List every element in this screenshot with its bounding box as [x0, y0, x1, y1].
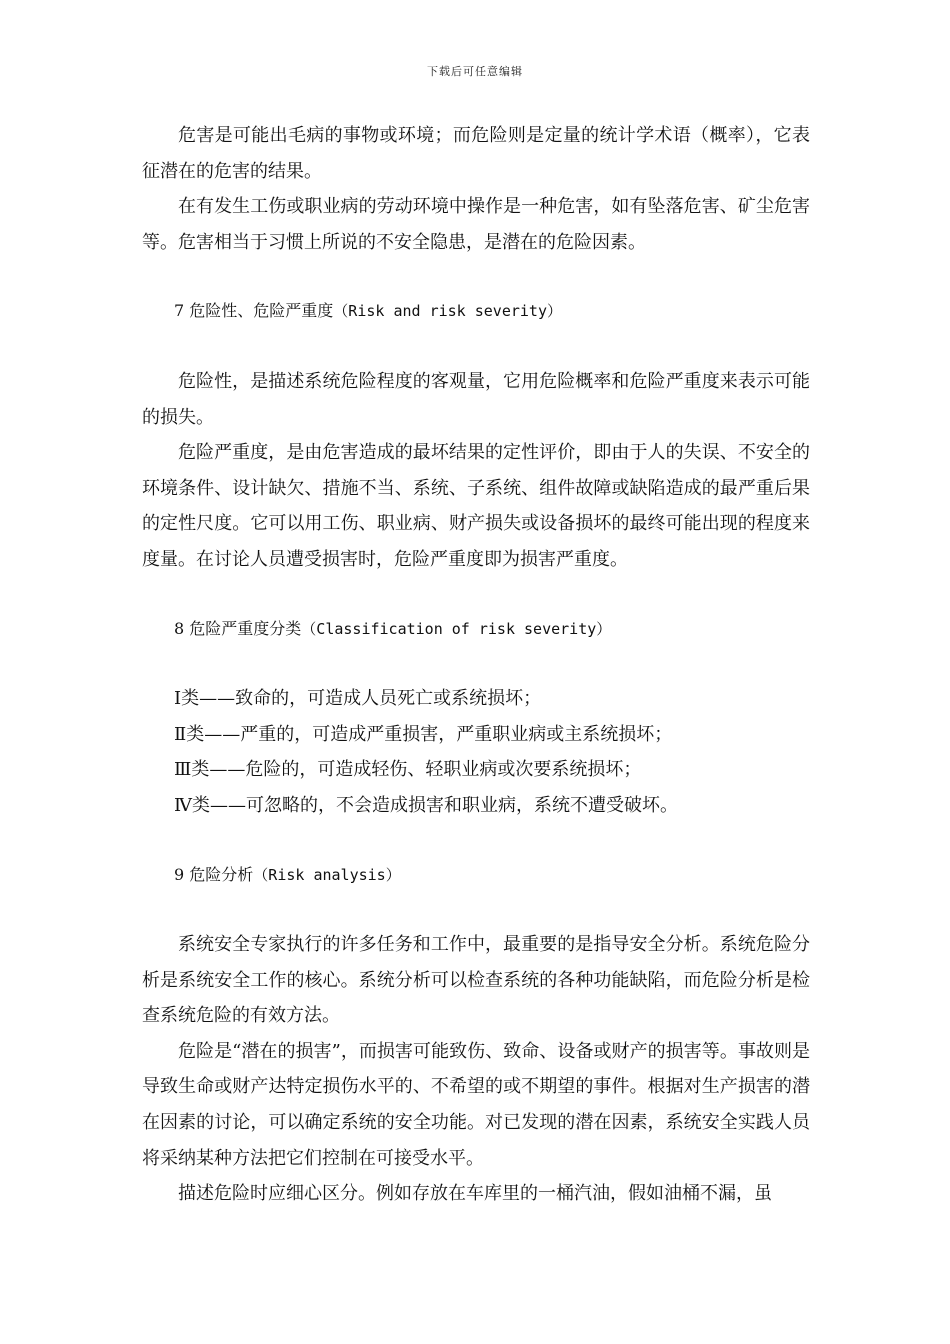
section-7-title-en: （Risk and risk severity） — [333, 302, 562, 321]
section-9-title-en: （Risk analysis） — [253, 865, 401, 884]
document-body — [142, 118, 810, 1212]
page-header: 下载后可任意编辑 — [427, 65, 523, 78]
severity-class-2: Ⅱ类——严重的，可造成严重损害，严重职业病或主系统损坏； — [174, 723, 673, 745]
section-9-paragraph-3: 描述危险时应细心区分。例如存放在车库里的一桶汽油，假如油桶不漏，虽 — [178, 1183, 772, 1205]
severity-class-3: Ⅲ类——危险的，可造成轻伤、轻职业病或次要系统损坏； — [174, 759, 642, 781]
section-9-number: 9 — [174, 864, 185, 884]
severity-class-4: Ⅳ类——可忽略的，不会造成损害和职业病，系统不遭受破坏。 — [174, 794, 678, 816]
section-9-paragraph-1: 系统安全专家执行的许多任务和工作中，最重要的是指导安全分析。系统危险分析是系统安全工作的核心。系统分析可以检查系统的各种功能缺陷，而危险分析是检查系统危险的有效方法。 — [142, 934, 810, 1027]
section-7-paragraph-2: 危险严重度，是由危害造成的最坏结果的定性评价，即由于人的失误、不安全的环境条件、设计缺欠、措施不当、系统、子系统、组件故障或缺陷造成的最严重后果的定性尺度。它可以用工伤、职业病、财产损失或设备损坏的最终可能出现的程度来度量。在讨论人员遭受损害时，危险严重度即为损害严重度。 — [142, 442, 810, 570]
section-8-title-en: （Classification of risk severity） — [301, 619, 612, 638]
section-7-paragraph-1: 危险性，是描述系统危险程度的客观量，它用危险概率和危险严重度来表示可能的损失。 — [142, 370, 810, 428]
section-7-heading — [142, 293, 810, 330]
section-8-number: 8 — [174, 618, 185, 638]
section-7-title: 危险性、危险严重度 — [189, 301, 334, 321]
section-9-paragraph-2: 危险是“潜在的损害”，而损害可能致伤、致命、设备或财产的损害等。事故则是导致生命或财产达特定损伤水平的、不希望的或不期望的事件。根据对生产损害的潜在因素的讨论，可以确定系统的安全功能。对已发现的潜在因素，系统安全实践人员将采纳某种方法把它们控制在可接受水平。 — [142, 1040, 810, 1169]
section-9-heading — [142, 857, 810, 894]
section-9-title: 危险分析 — [189, 864, 254, 884]
section-8-title: 危险严重度分类 — [189, 618, 302, 638]
section-8-heading — [142, 611, 810, 648]
intro-paragraph-1: 危害是可能出毛病的事物或环境；而危险则是定量的统计学术语（概率），它表征潜在的危害的结果。 — [142, 125, 810, 182]
intro-paragraph-2: 在有发生工伤或职业病的劳动环境中操作是一种危害，如有坠落危害、矿尘危害等。危害相当于习惯上所说的不安全隐患，是潜在的危险因素。 — [142, 196, 810, 253]
section-7-number: 7 — [174, 301, 185, 321]
severity-class-1: Ⅰ类——致命的，可造成人员死亡或系统损坏； — [174, 688, 542, 710]
